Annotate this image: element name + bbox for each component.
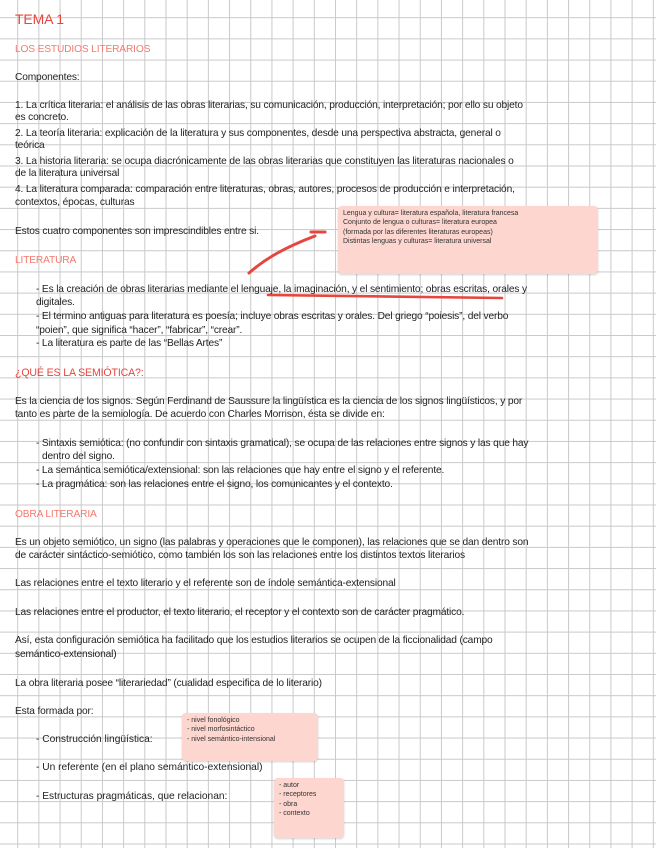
note-niveles-3: - nivel semántico-intensional: [187, 735, 276, 743]
component-1-line-2: es concreto.: [15, 112, 69, 123]
component-2-line-1: 2. La teoría literaria: explicación de la literatura y sus componentes, desde una perspectiva abstracta, general o: [15, 128, 501, 139]
component-1-line-1: 1. La crítica literaria: el análisis de las obras literarias, su comunicación, producción, interpretación; por ello su objeto: [15, 100, 523, 111]
pragmatica-item: - La pragmática: son las relaciones entre el signo, los comunicantes y el contexto.: [36, 479, 393, 490]
sintaxis-line-2: dentro del signo.: [42, 451, 115, 462]
title: TEMA 1: [15, 11, 64, 27]
note-pragma-1: - autor: [279, 782, 300, 789]
note-pragmaticas: [274, 778, 344, 838]
note-lengua-line-4: Distintas lenguas y culturas= literatura universal: [343, 238, 492, 246]
component-4-line-1: 4. La literatura comparada: comparación entre literaturas, obras, autores, procesos de producción e interpretación,: [15, 184, 515, 195]
referente-item: - Un referente (en el plano semántico-extensional): [36, 762, 263, 773]
semiotica-line-2: tanto es parte de la semiología. De acuerdo con Charles Morrison, ésta se divide en:: [15, 409, 385, 420]
obra-line-2: de carácter sintáctico-semiótico, como también los son las relaciones entre los distintos textos literarios: [15, 550, 465, 561]
section-semiotica-heading: ¿QUÉ ES LA SEMIÓTICA?:: [15, 367, 144, 379]
note-niveles-1: - nivel fonológico: [187, 717, 240, 724]
sintaxis-line-1: - Sintaxis semiótica: (no confundir con sintaxis gramatical), se ocupa de las relaciones entre signos y las que hay: [36, 438, 529, 449]
note-pragma-3: - obra: [279, 800, 298, 808]
component-4-line-2: contextos, épocas, culturas: [15, 197, 135, 208]
literatura-2-line-2: “poien”, que significa “hacer”, “fabricar”, “crear”.: [36, 325, 243, 336]
literatura-1-line-2: digitales.: [36, 297, 75, 308]
component-3-line-2: de la literatura universal: [15, 168, 120, 179]
formada-label: Esta formada por:: [15, 706, 94, 717]
curved-arrow-stroke: [249, 236, 315, 273]
semiotica-line-1: Es la ciencia de los signos. Según Ferdinand de Saussure la lingüística es la ciencia de los signos lingüísticos, y por: [15, 396, 523, 407]
literatura-2-line-1: - El termino antiguas para literatura es poesía; incluye obras escritas y orales. Del griego “poiesis”, del verbo: [36, 311, 509, 322]
note-lengua-cultura: [338, 206, 598, 274]
imprescindibles-text: Estos cuatro componentes son imprescindibles entre si.: [15, 226, 259, 237]
section-estudios-heading: LOS ESTUDIOS LITERARIOS: [15, 44, 151, 55]
note-lengua-line-2: Conjunto de lengua o culturas= literatura europea: [343, 219, 497, 227]
literatura-3: - La literatura es parte de las “Bellas Artes”: [36, 338, 223, 349]
literariedad-text: La obra literaria posee “literariedad” (cualidad especifica de lo literario): [15, 678, 322, 689]
relaciones-productor: Las relaciones entre el productor, el texto literario, el receptor y el contexto son de carácter pragmático.: [15, 607, 465, 618]
note-niveles: [182, 713, 318, 761]
componentes-label: Componentes:: [15, 72, 80, 83]
note-lengua-line-1: Lengua y cultura= literatura española, literatura francesa: [343, 210, 519, 217]
relaciones-texto: Las relaciones entre el texto literario y el referente son de índole semántica-extensional: [15, 578, 396, 589]
component-2-line-2: teórica: [15, 140, 45, 151]
note-pragma-4: - contexto: [279, 810, 310, 818]
literatura-1-line-1: - Es la creación de obras literarias mediante el lenguaje, la imaginación, y el sentimiento; obras escritas, orales y: [36, 284, 527, 295]
note-pragma-2: - receptores: [279, 791, 317, 799]
construccion-label: - Construcción lingüística:: [36, 734, 153, 745]
asi-line-2: semántico-extensional): [15, 649, 117, 660]
asi-line-1: Así, esta configuración semiótica ha facilitado que los estudios literarios se ocupen de la ficcionalidad (campo: [15, 635, 493, 646]
section-literatura-heading: LITERATURA: [15, 255, 77, 266]
component-3-line-1: 3. La historia literaria: se ocupa diacrónicamente de las obras literarias que constituyen las literaturas nacionales o: [15, 156, 514, 167]
obra-line-1: Es un objeto semiótico, un signo (las palabras y operaciones que le componen), las relaciones que se dan dentro son: [15, 537, 529, 548]
estructuras-label: - Estructuras pragmáticas, que relacionan:: [36, 791, 228, 802]
note-lengua-line-3: (formada por las diferentes literaturas europeas): [343, 228, 493, 236]
note-niveles-2: - nivel morfosintáctico: [187, 726, 255, 734]
section-obra-heading: OBRA LITERARIA: [15, 509, 97, 520]
semantica-item: - La semántica semiótica/extensional: son las relaciones que hay entre el signo y el referente.: [36, 465, 445, 476]
